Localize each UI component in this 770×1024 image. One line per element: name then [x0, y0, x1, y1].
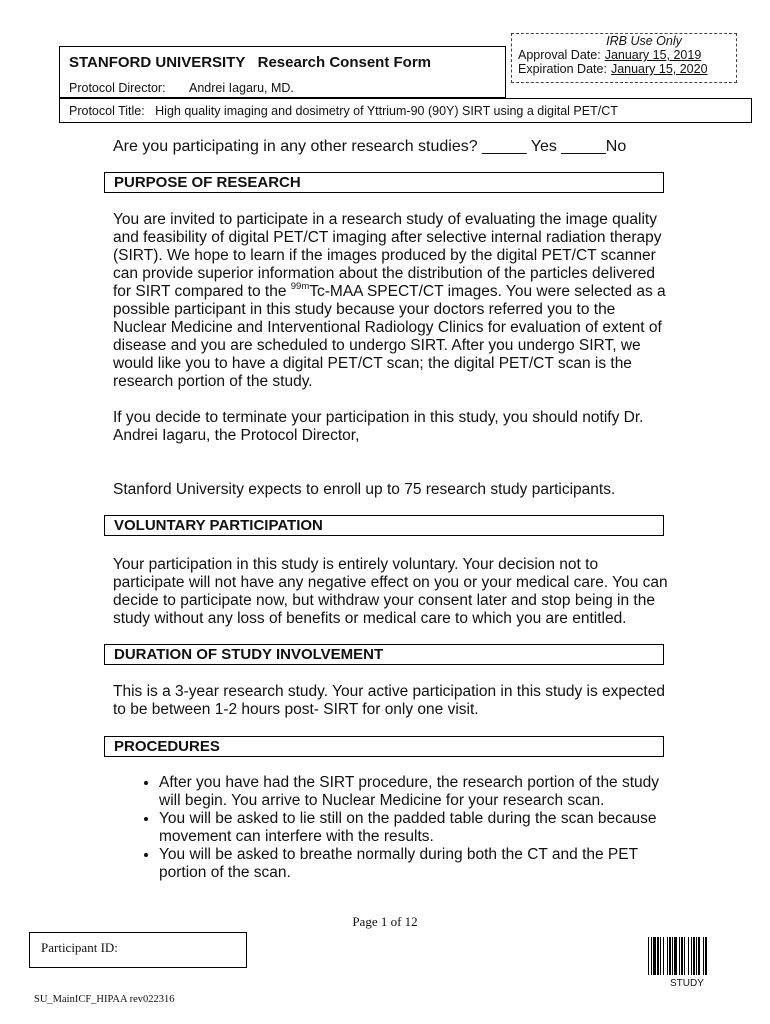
list-item: • You will be asked to breathe normally during both the CT and the PET portion of the scan. [159, 846, 673, 882]
purpose-paragraph-2: If you decide to terminate your participation in this study, you should notify Dr. Andrei Iagaru, the Protocol Director, [113, 409, 644, 444]
approval-date: January 15, 2019 [604, 48, 702, 62]
barcode-label: STUDY [670, 978, 704, 989]
form-code: SU_MainICF_HIPAA rev022316 [34, 994, 175, 1005]
page-number: Page 1 of 12 [352, 914, 418, 929]
purpose-paragraph-3: Stanford University expects to enroll up to 75 research study participants. [113, 481, 616, 498]
section-heading-duration: DURATION OF STUDY INVOLVEMENT [104, 644, 664, 665]
list-item: • After you have had the SIRT procedure, the research portion of the study will begin. You arrive to Nuclear Medicine for your research scan. [159, 774, 673, 810]
procedures-list [113, 774, 673, 882]
expiration-date-row: Expiration Date: January 15, 2020 [518, 62, 708, 76]
duration-paragraph: This is a 3-year research study. Your active participation in this study is expected to be between 1-2 hours post- SIRT for only one visit. [113, 683, 665, 718]
protocol-director-label: Protocol Director: [69, 81, 166, 95]
participant-id-field[interactable]: Participant ID: [29, 932, 247, 968]
section-heading-procedures: PROCEDURES [104, 736, 664, 757]
protocol-director-name: Andrei Iagaru, MD. [189, 81, 294, 95]
form-title: STANFORD UNIVERSITY Research Consent Form [69, 54, 432, 71]
list-item: • You will be asked to lie still on the padded table during the scan because movement can interfere with the results. [159, 810, 673, 846]
barcode-image [648, 937, 734, 975]
irb-label: IRB Use Only [606, 34, 682, 48]
purpose-paragraph-1: You are invited to participate in a research study of evaluating the image quality and feasibility of digital PET/CT imaging after selective internal radiation therapy (SIRT). We hope to learn if the images produced by the digital PET/CT scanner can provide superior information about the distribution of the particles delivered for SIRT compared to the $^{99m}$Tc-MAA SPECT/CT images. You were selected as a possible participant in this study because your doctors referred you to the Nuclear Medicine and Interventional Radiology Clinics for evaluation of extent of disease and you are scheduled to undergo SIRT. After you undergo SIRT, we would like you to have a digital PET/CT scan; the digital PET/CT scan is the research portion of the study. [113, 211, 666, 390]
consent-header [59, 46, 506, 98]
voluntary-paragraph: Your participation in this study is entirely voluntary. Your decision not to participate will not have any negative effect on you or your medical care. You can decide to participate now, but withdraw your consent later and stop being in the study without any loss of benefits or medical care to which you are entitled. [113, 556, 668, 627]
other-studies-question: Are you participating in any other research studies? _____ Yes _____No [113, 138, 627, 155]
protocol-title: Protocol Title: High quality imaging and dosimetry of Yttrium-90 (90Y) SIRT using a digital PET/CT [59, 98, 752, 123]
section-heading-purpose: PURPOSE OF RESEARCH [104, 172, 664, 193]
irb-use-box [511, 33, 737, 83]
expiration-date: January 15, 2020 [610, 62, 708, 76]
section-heading-voluntary: VOLUNTARY PARTICIPATION [104, 515, 664, 536]
approval-date-row: Approval Date: January 15, 2019 [518, 48, 702, 62]
